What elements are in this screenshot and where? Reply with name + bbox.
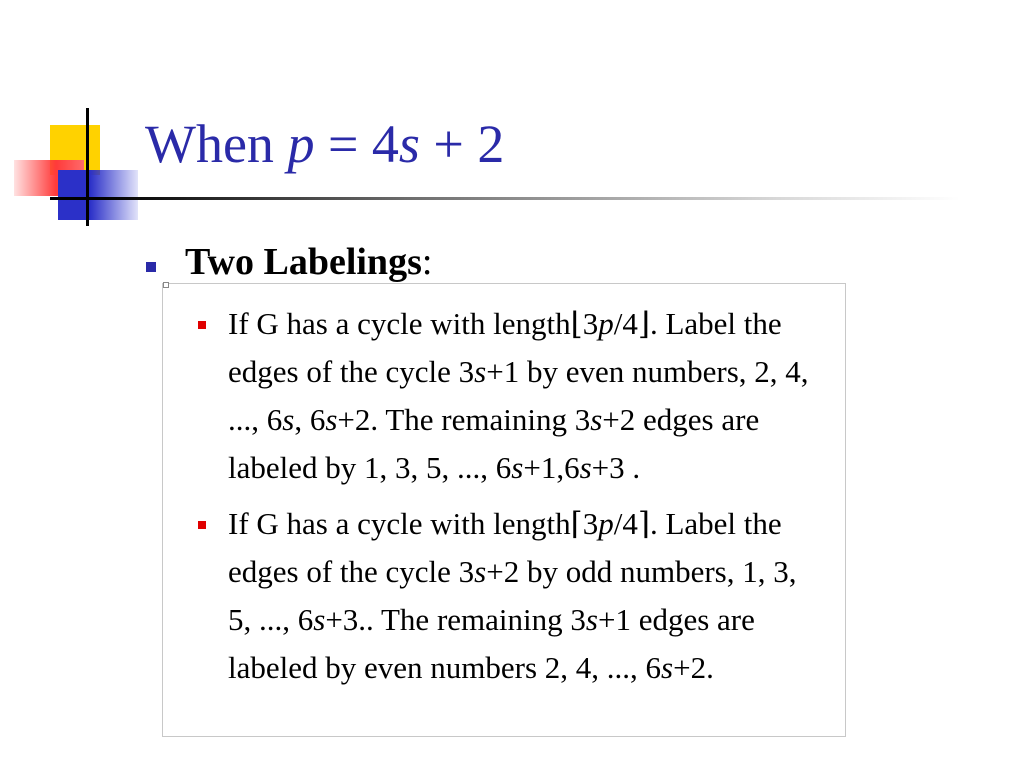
list-item-line [228, 548, 988, 596]
text: . Label the [649, 506, 782, 541]
text: edges of the cycle 3 [228, 354, 475, 389]
var-s: s [474, 554, 487, 589]
text: 3 [582, 506, 599, 541]
var-s: s [313, 602, 326, 637]
text: +2 by odd numbers, 1, 3, [486, 554, 797, 589]
list-item-line [228, 644, 988, 692]
text: , 6 [294, 402, 326, 437]
text: . Label the [649, 306, 782, 341]
title-text: = 4 [314, 114, 399, 174]
text: /4 [613, 306, 638, 341]
var-s: s [474, 354, 487, 389]
text: +1 edges are [597, 602, 755, 637]
heading-colon: : [421, 241, 433, 283]
text: +2. The remaining 3 [337, 402, 591, 437]
var-s: s [585, 602, 598, 637]
heading-bold-text: Two Labelings [185, 241, 422, 283]
text: labeled by 1, 3, 5, ..., 6 [228, 450, 512, 485]
var-p: p [598, 506, 614, 541]
var-s: s [661, 650, 674, 685]
list-item [228, 500, 988, 692]
list-item [228, 300, 988, 492]
ceil-close-symbol: ⌉ [637, 506, 650, 541]
text: ..., 6 [228, 402, 283, 437]
text: If G has a cycle with length [228, 306, 571, 341]
floor-open-symbol: ⌊ [570, 306, 583, 341]
text: +3.. The remaining 3 [325, 602, 586, 637]
logo-vertical-line [86, 108, 89, 226]
list-item-line [228, 596, 988, 644]
text: +1 by even numbers, 2, 4, [486, 354, 809, 389]
var-s: s [282, 402, 295, 437]
title-var-s: s [398, 114, 420, 174]
var-s: s [579, 450, 592, 485]
list-item-line [228, 348, 988, 396]
ceil-open-symbol: ⌈ [570, 506, 583, 541]
text: edges of the cycle 3 [228, 554, 475, 589]
title-text: When [145, 114, 288, 174]
var-s: s [590, 402, 603, 437]
list-item-line [228, 444, 988, 492]
logo-blue-bar [58, 170, 138, 220]
title-underline [50, 197, 960, 200]
text: 5, ..., 6 [228, 602, 314, 637]
var-s: s [325, 402, 338, 437]
list-item-line [228, 396, 988, 444]
text: +2. [673, 650, 714, 685]
sub-bullet-square-icon [198, 521, 206, 529]
text: /4 [613, 506, 638, 541]
slide-title [145, 112, 504, 176]
var-p: p [598, 306, 614, 341]
text: 3 [582, 306, 599, 341]
broken-image-icon [163, 282, 169, 288]
text: +1,6 [523, 450, 580, 485]
list-item-line [228, 500, 988, 548]
title-text: + 2 [419, 114, 505, 174]
var-s: s [511, 450, 524, 485]
floor-close-symbol: ⌋ [637, 306, 650, 341]
text: If G has a cycle with length [228, 506, 571, 541]
text: +2 edges are [602, 402, 760, 437]
bullet-square-icon [146, 262, 156, 272]
text: labeled by even numbers 2, 4, ..., 6 [228, 650, 662, 685]
sub-bullet-square-icon [198, 321, 206, 329]
title-var-p: p [287, 114, 315, 174]
bullet-heading [185, 238, 432, 286]
text: +3 . [591, 450, 641, 485]
list-item-line [228, 300, 988, 348]
